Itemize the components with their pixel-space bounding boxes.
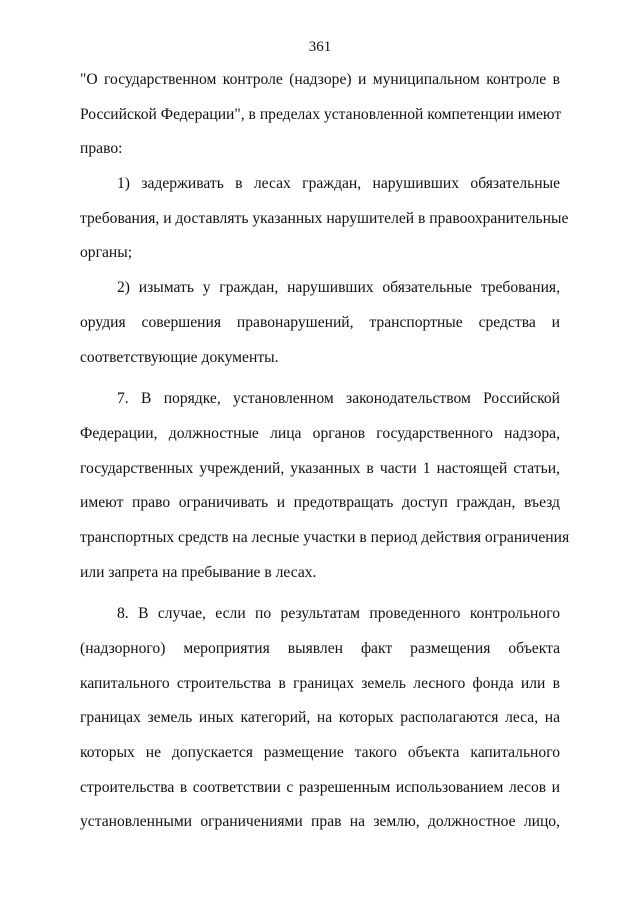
page-number: 361 — [308, 39, 332, 55]
paragraph-section-8 — [80, 603, 560, 846]
paragraph-item-2 — [80, 277, 560, 381]
text-line: 1) задерживать в лесах граждан, нарушивших обязательные — [117, 175, 560, 193]
text-line: имеют право ограничивать и предотвращать доступ граждан, въезд — [80, 494, 560, 512]
text-line: которых не допускается размещение такого объекта капитального — [80, 744, 560, 762]
text-line: строительства в соответствии с разрешенным использованием лесов и — [80, 778, 560, 796]
text-line: Федерации, должностные лица органов государственного надзора, — [80, 424, 560, 442]
paragraph-continuation — [80, 69, 560, 173]
text-line: (надзорного) мероприятия выявлен факт размещения объекта — [80, 640, 560, 657]
text-line: капитального строительства в границах земель лесного фонда или в — [80, 674, 560, 692]
text-line: органы; — [80, 244, 133, 262]
text-line: установленными ограничениями прав на землю, должностное лицо, — [80, 813, 560, 831]
text-line: "О государственном контроле (надзоре) и муниципальном контроле в — [80, 71, 560, 88]
text-line: 8. В случае, если по результатам проведенного контрольного — [117, 605, 560, 623]
text-line: границах земель иных категорий, на которых располагаются леса, на — [80, 709, 560, 727]
text-line: транспортных средств на лесные участки в период действия ограничения — [80, 528, 570, 546]
text-line: 7. В порядке, установленном законодательством Российской — [117, 390, 560, 408]
text-line: требования, и доставлять указанных нарушителей в правоохранительные — [80, 209, 569, 227]
text-line: 2) изымать у граждан, нарушивших обязательные требования, — [117, 279, 560, 297]
text-line: соответствующие документы. — [80, 348, 279, 366]
text-line: государственных учреждений, указанных в части 1 настоящей статьи, — [80, 459, 560, 477]
text-line: право: — [80, 140, 123, 158]
text-line: или запрета на пребывание в лесах. — [80, 563, 317, 581]
text-line: орудия совершения правонарушений, транспортные средства и — [80, 313, 560, 331]
paragraph-item-1 — [80, 173, 569, 277]
document-body — [80, 69, 570, 846]
paragraph-section-7 — [80, 388, 570, 596]
text-line: Российской Федерации", в пределах установленной компетенции имеют — [80, 105, 562, 123]
